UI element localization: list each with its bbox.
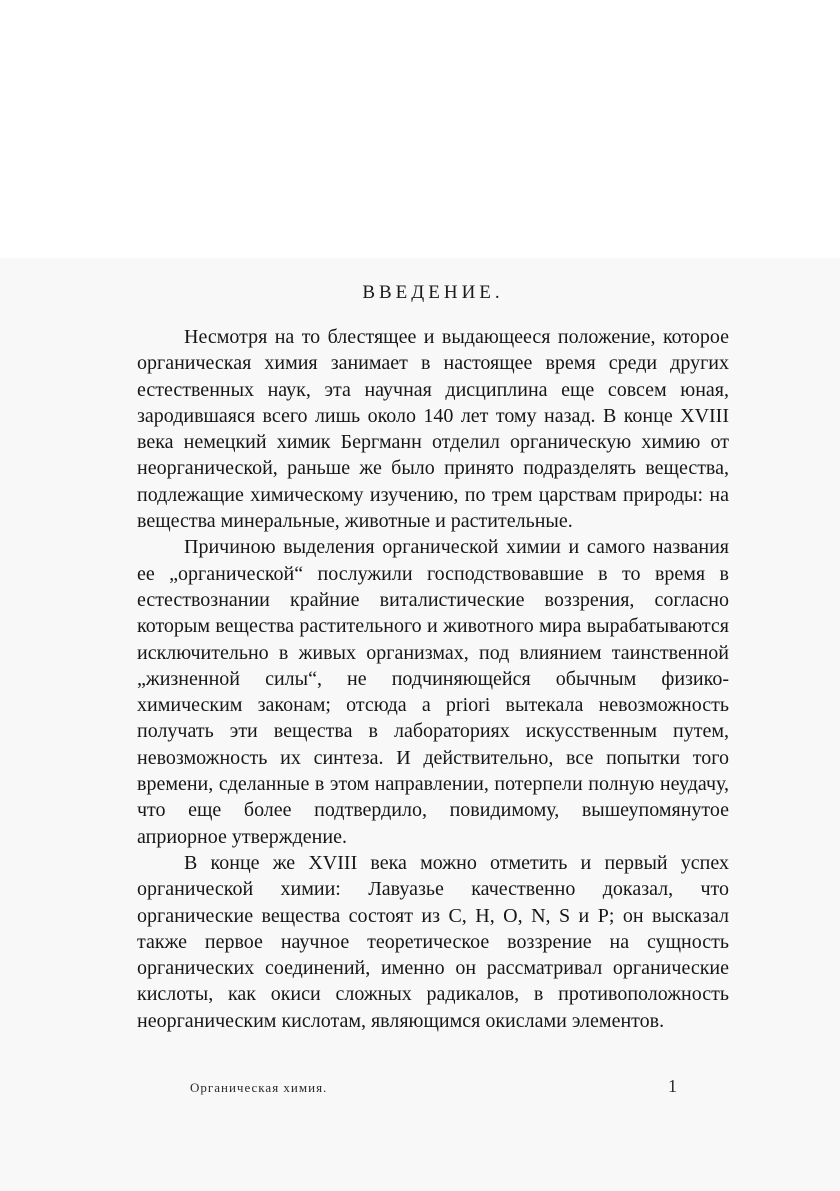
- page-number: 1: [668, 1076, 677, 1096]
- paragraph-2: Причиною выделения органической химии и самого названия ее „органической“ послужили господствовавшие в то время в естествознании крайние виталистические воззрения, согласно которым вещества растительного и животного мира вырабатываются исключительно в живых организмах, под влиянием таинственной „жизненной силы“, не подчиняющейся обычным физико-химическим законам; отсюда a priori вытекала невозможность получать эти вещества в лабораториях искусственным путем, невозможность их синтеза. И действительно, все попытки того времени, сделанные в этом направлении, потерпели полную неудачу, что еще более подтвердило, повидимому, вышеупомянутое априорное утверждение.: [137, 536, 729, 848]
- page-body: [137, 282, 729, 1034]
- paragraph-3: В конце же XVIII века можно отметить и первый успех органической химии: Лавуазье качественно доказал, что органические вещества состоят из C, H, O, N, S и P; он высказал также первое научное теоретическое воззрение на сущность органических соединений, именно он рассматривал органические кислоты, как окиси сложных радикалов, в противоположность неорганическим кислотам, являющимся окислами элементов.: [137, 851, 729, 1032]
- page-title: ВВЕДЕНИЕ.: [362, 282, 504, 303]
- paragraph-1: Несмотря на то блестящее и выдающееся положение, которое органическая химия занимает в настоящее время среди других естественных наук, эта научная дисциплина еще совсем юная, зародившаяся всего лишь около 140 лет тому назад. В конце XVIII века немецкий химик Бергманн отделил органическую химию от неорганической, раньше же было принято подразделять вещества, подлежащие химическому изучению, по трем царствам природы: на вещества минеральные, животные и растительные.: [137, 326, 729, 533]
- running-title: Органическая химия.: [190, 1080, 328, 1095]
- page-footer: [190, 1076, 690, 1104]
